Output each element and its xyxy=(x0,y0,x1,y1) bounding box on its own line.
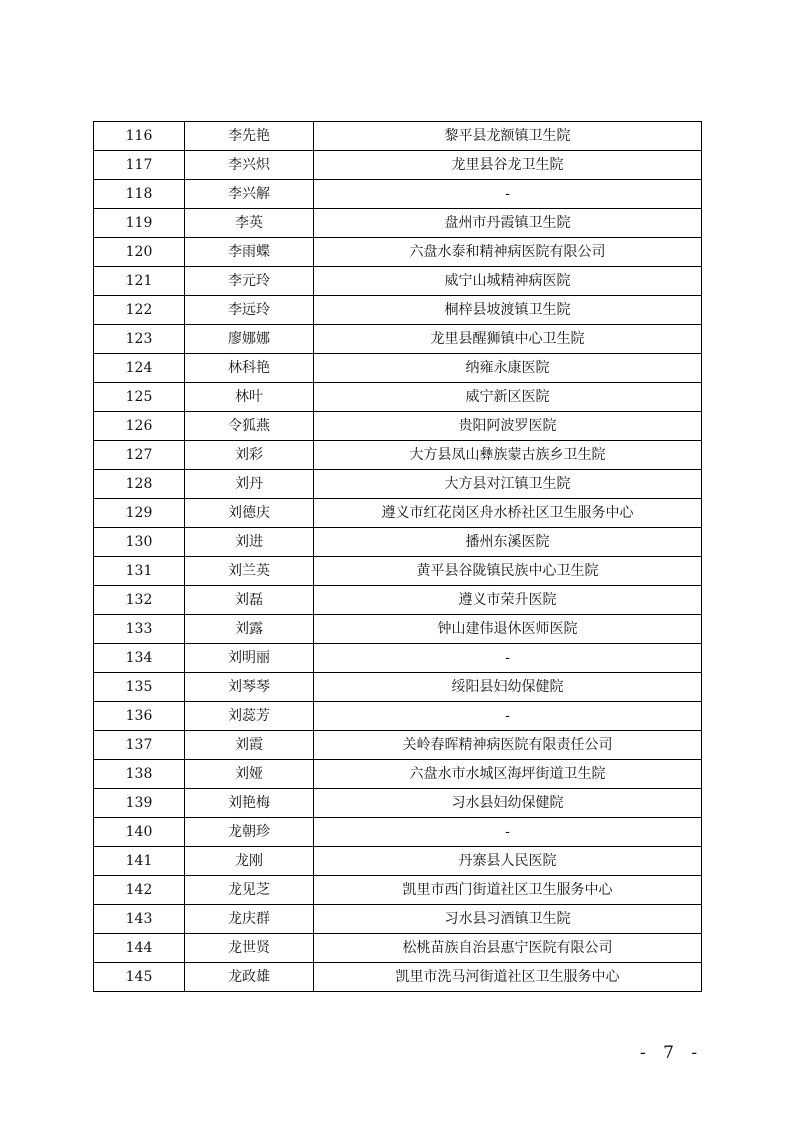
organization-cell: 六盘水泰和精神病医院有限公司 xyxy=(314,238,702,267)
name-cell: 李雨蝶 xyxy=(185,238,314,267)
name-cell: 龙世贤 xyxy=(185,934,314,963)
name-cell: 龙庆群 xyxy=(185,905,314,934)
name-cell: 龙见芝 xyxy=(185,876,314,905)
name-cell: 李远玲 xyxy=(185,296,314,325)
row-number-cell: 118 xyxy=(94,180,185,209)
organization-cell: 威宁新区医院 xyxy=(314,383,702,412)
table-row xyxy=(94,818,702,847)
row-number-cell: 128 xyxy=(94,470,185,499)
row-number-cell: 133 xyxy=(94,615,185,644)
row-number-cell: 116 xyxy=(94,122,185,151)
table-row xyxy=(94,209,702,238)
table-row xyxy=(94,470,702,499)
table-row xyxy=(94,702,702,731)
table-row xyxy=(94,383,702,412)
organization-cell: 大方县凤山彝族蒙古族乡卫生院 xyxy=(314,441,702,470)
organization-cell: - xyxy=(314,818,702,847)
table-row xyxy=(94,876,702,905)
organization-cell: 龙里县谷龙卫生院 xyxy=(314,151,702,180)
organization-cell: 钟山建伟退休医师医院 xyxy=(314,615,702,644)
organization-cell: 凯里市西门街道社区卫生服务中心 xyxy=(314,876,702,905)
table-row xyxy=(94,354,702,383)
table-row xyxy=(94,963,702,992)
table-row xyxy=(94,180,702,209)
name-cell: 林叶 xyxy=(185,383,314,412)
table-row xyxy=(94,905,702,934)
organization-cell: 关岭春晖精神病医院有限责任公司 xyxy=(314,731,702,760)
row-number-cell: 126 xyxy=(94,412,185,441)
row-number-cell: 119 xyxy=(94,209,185,238)
name-cell: 刘进 xyxy=(185,528,314,557)
table-row xyxy=(94,122,702,151)
organization-cell: 威宁山城精神病医院 xyxy=(314,267,702,296)
row-number-cell: 125 xyxy=(94,383,185,412)
row-number-cell: 130 xyxy=(94,528,185,557)
name-cell: 刘彩 xyxy=(185,441,314,470)
name-cell: 刘蕊芳 xyxy=(185,702,314,731)
table-row xyxy=(94,528,702,557)
row-number-cell: 129 xyxy=(94,499,185,528)
table-row xyxy=(94,673,702,702)
table-row xyxy=(94,847,702,876)
row-number-cell: 135 xyxy=(94,673,185,702)
row-number-cell: 141 xyxy=(94,847,185,876)
roster-table xyxy=(93,121,702,992)
row-number-cell: 117 xyxy=(94,151,185,180)
organization-cell: 遵义市荣升医院 xyxy=(314,586,702,615)
organization-cell: 丹寨县人民医院 xyxy=(314,847,702,876)
table-row xyxy=(94,238,702,267)
organization-cell: 播州东溪医院 xyxy=(314,528,702,557)
row-number-cell: 137 xyxy=(94,731,185,760)
roster-table-body xyxy=(94,122,702,992)
name-cell: 刘磊 xyxy=(185,586,314,615)
organization-cell: 绥阳县妇幼保健院 xyxy=(314,673,702,702)
name-cell: 刘霞 xyxy=(185,731,314,760)
table-row xyxy=(94,760,702,789)
row-number-cell: 143 xyxy=(94,905,185,934)
organization-cell: 黎平县龙额镇卫生院 xyxy=(314,122,702,151)
name-cell: 龙政雄 xyxy=(185,963,314,992)
row-number-cell: 145 xyxy=(94,963,185,992)
organization-cell: 桐梓县坡渡镇卫生院 xyxy=(314,296,702,325)
organization-cell: - xyxy=(314,180,702,209)
table-row xyxy=(94,499,702,528)
table-row xyxy=(94,934,702,963)
table-row xyxy=(94,789,702,818)
organization-cell: 黄平县谷陇镇民族中心卫生院 xyxy=(314,557,702,586)
row-number-cell: 142 xyxy=(94,876,185,905)
organization-cell: - xyxy=(314,644,702,673)
table-row xyxy=(94,412,702,441)
row-number-cell: 131 xyxy=(94,557,185,586)
name-cell: 龙刚 xyxy=(185,847,314,876)
organization-cell: 龙里县醒狮镇中心卫生院 xyxy=(314,325,702,354)
row-number-cell: 123 xyxy=(94,325,185,354)
row-number-cell: 132 xyxy=(94,586,185,615)
table-row xyxy=(94,586,702,615)
name-cell: 刘艳梅 xyxy=(185,789,314,818)
name-cell: 李兴解 xyxy=(185,180,314,209)
row-number-cell: 139 xyxy=(94,789,185,818)
row-number-cell: 136 xyxy=(94,702,185,731)
row-number-cell: 144 xyxy=(94,934,185,963)
organization-cell: 遵义市红花岗区舟水桥社区卫生服务中心 xyxy=(314,499,702,528)
table-row xyxy=(94,644,702,673)
name-cell: 刘娅 xyxy=(185,760,314,789)
row-number-cell: 124 xyxy=(94,354,185,383)
name-cell: 刘露 xyxy=(185,615,314,644)
row-number-cell: 122 xyxy=(94,296,185,325)
name-cell: 刘琴琴 xyxy=(185,673,314,702)
table-row xyxy=(94,731,702,760)
name-cell: 刘德庆 xyxy=(185,499,314,528)
table-row xyxy=(94,325,702,354)
table-row xyxy=(94,296,702,325)
row-number-cell: 134 xyxy=(94,644,185,673)
name-cell: 李英 xyxy=(185,209,314,238)
row-number-cell: 140 xyxy=(94,818,185,847)
organization-cell: 六盘水市水城区海坪街道卫生院 xyxy=(314,760,702,789)
row-number-cell: 121 xyxy=(94,267,185,296)
name-cell: 令狐燕 xyxy=(185,412,314,441)
name-cell: 刘兰英 xyxy=(185,557,314,586)
name-cell: 李先艳 xyxy=(185,122,314,151)
page-number: - 7 - xyxy=(640,1043,704,1063)
name-cell: 龙朝珍 xyxy=(185,818,314,847)
name-cell: 刘丹 xyxy=(185,470,314,499)
table-row xyxy=(94,151,702,180)
name-cell: 廖娜娜 xyxy=(185,325,314,354)
table-row xyxy=(94,615,702,644)
organization-cell: - xyxy=(314,702,702,731)
table-row xyxy=(94,557,702,586)
organization-cell: 贵阳阿波罗医院 xyxy=(314,412,702,441)
organization-cell: 盘州市丹霞镇卫生院 xyxy=(314,209,702,238)
organization-cell: 习水县习酒镇卫生院 xyxy=(314,905,702,934)
name-cell: 林科艳 xyxy=(185,354,314,383)
table-row xyxy=(94,267,702,296)
name-cell: 刘明丽 xyxy=(185,644,314,673)
row-number-cell: 127 xyxy=(94,441,185,470)
organization-cell: 习水县妇幼保健院 xyxy=(314,789,702,818)
row-number-cell: 120 xyxy=(94,238,185,267)
row-number-cell: 138 xyxy=(94,760,185,789)
name-cell: 李元玲 xyxy=(185,267,314,296)
organization-cell: 凯里市洗马河街道社区卫生服务中心 xyxy=(314,963,702,992)
table-row xyxy=(94,441,702,470)
organization-cell: 大方县对江镇卫生院 xyxy=(314,470,702,499)
name-cell: 李兴炽 xyxy=(185,151,314,180)
organization-cell: 松桃苗族自治县惠宁医院有限公司 xyxy=(314,934,702,963)
organization-cell: 纳雍永康医院 xyxy=(314,354,702,383)
